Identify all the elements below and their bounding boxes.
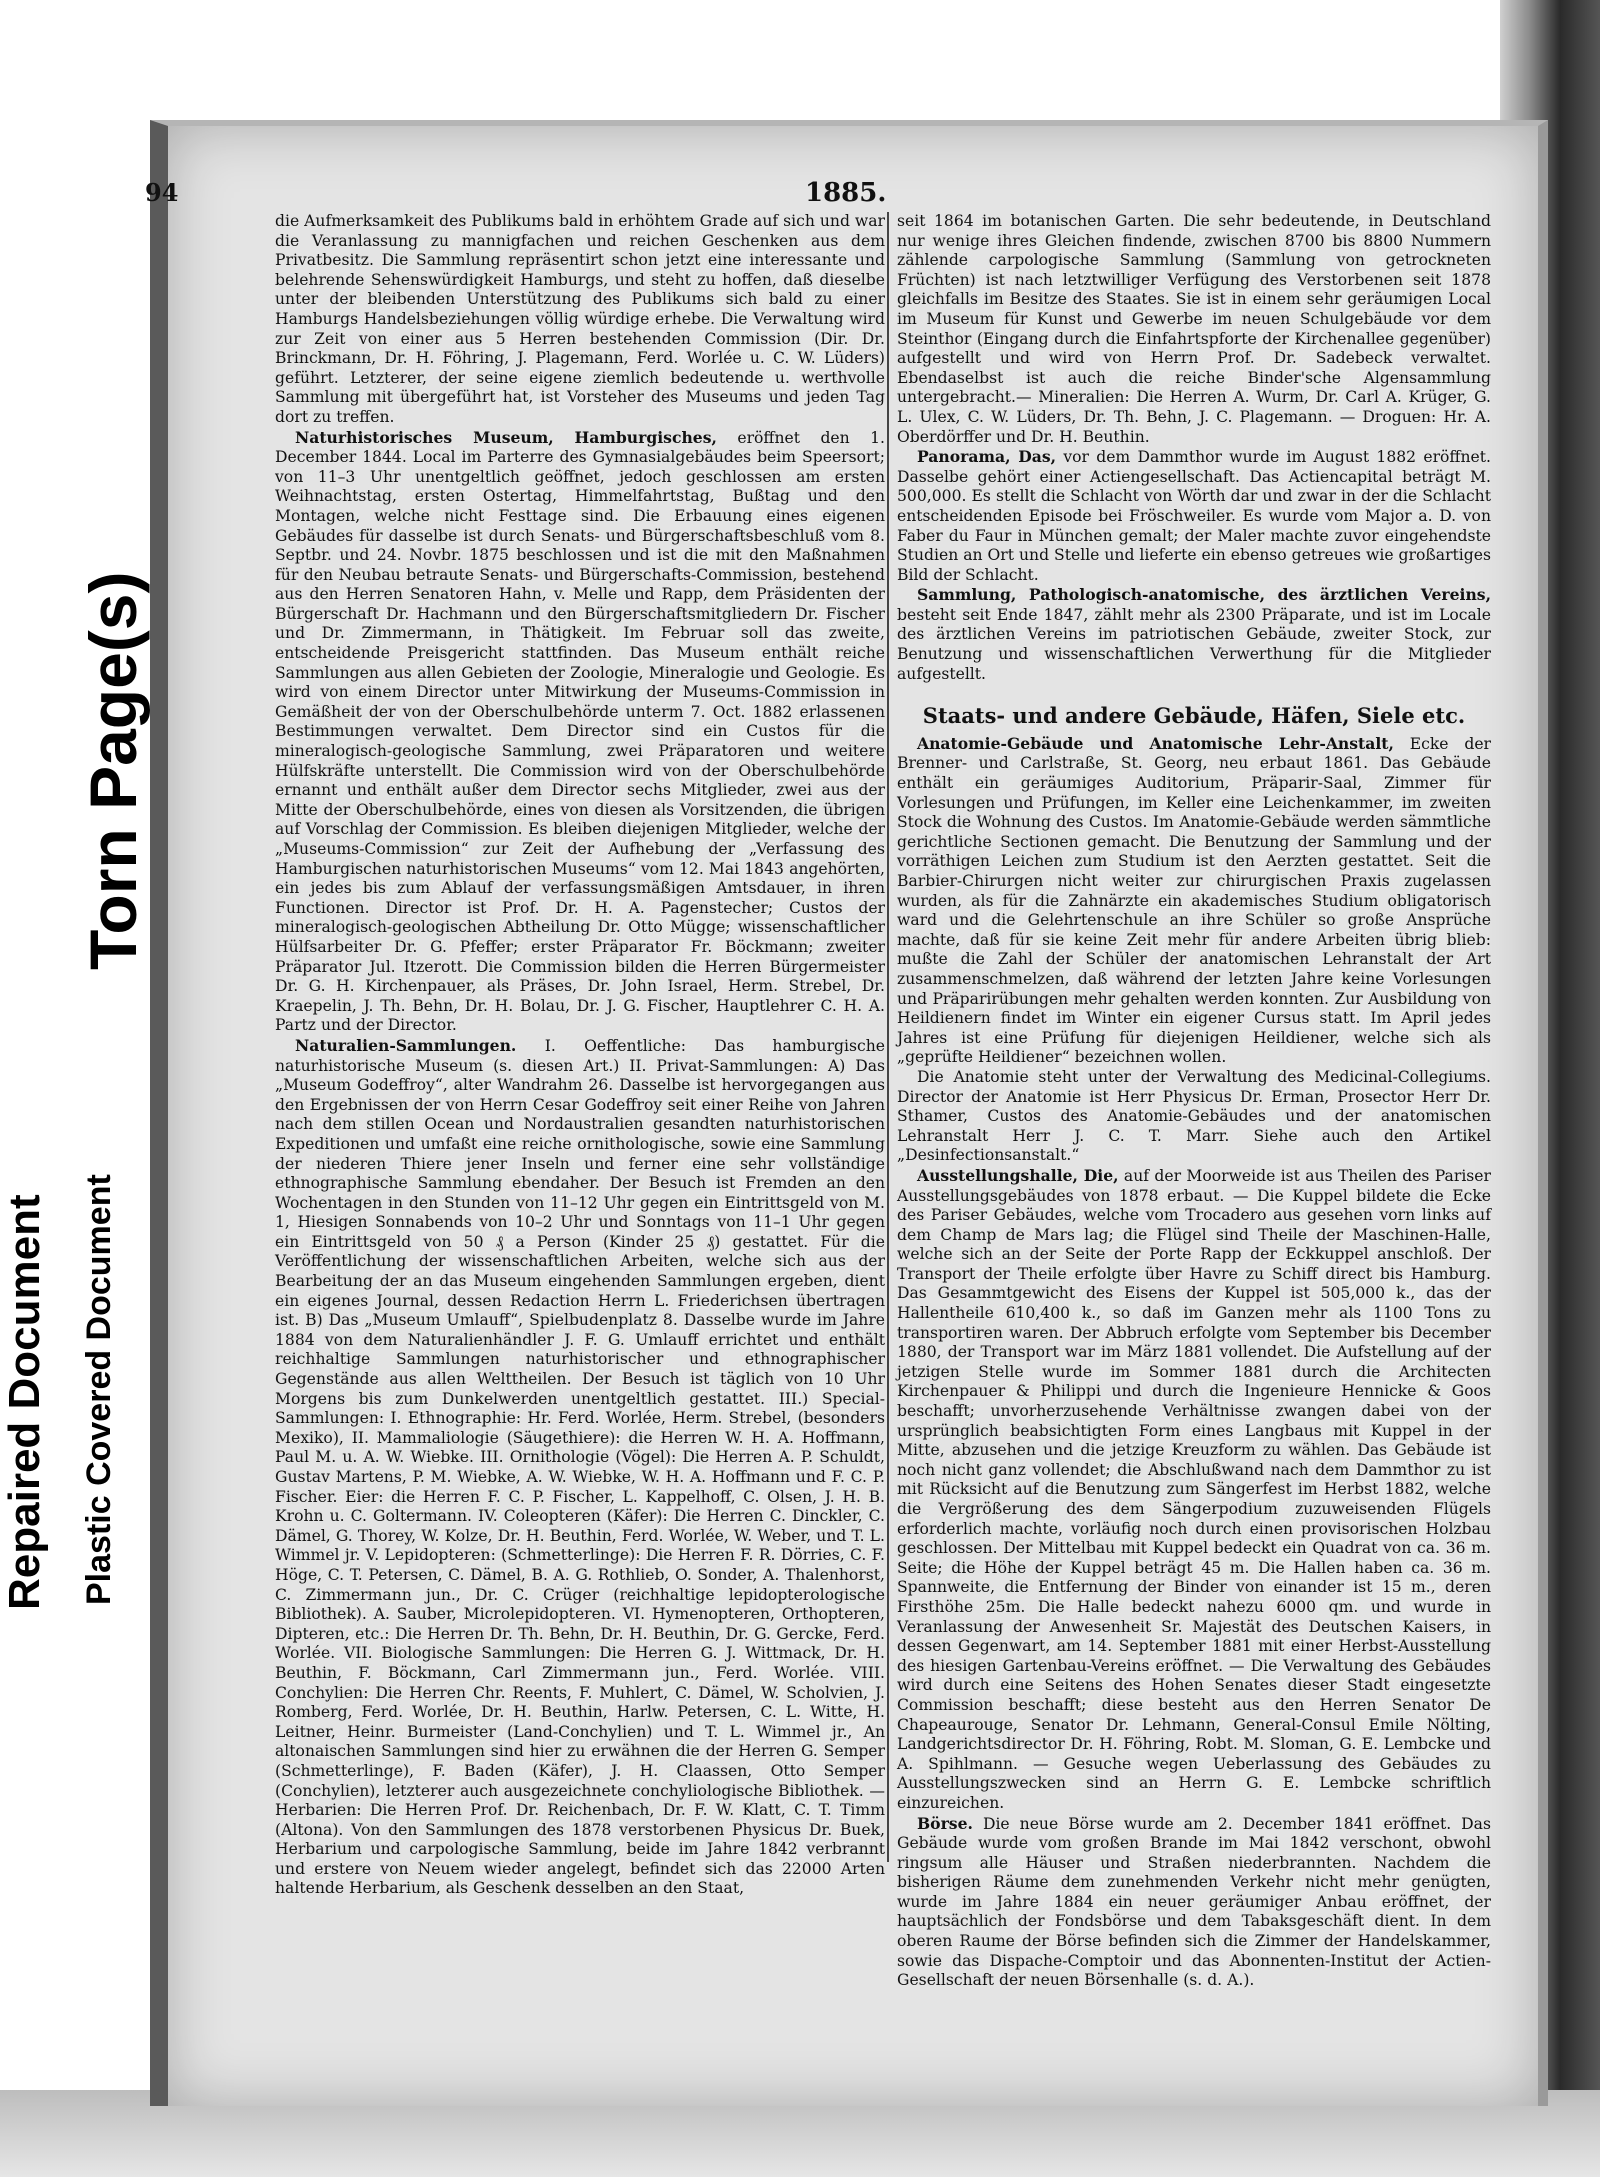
entry-title: Naturhistorisches Museum, Hamburgisches, bbox=[295, 427, 717, 447]
anatomie-entry bbox=[897, 734, 1491, 1068]
paragraph: Die Anatomie steht unter der Verwaltung des Medicinal-Collegiums. Director der Anatomie ist Herr Physicus Dr. Erman, Prosector Herr Dr. Sthamer, Custos des Anatomie-Gebäudes und der anatomischen Lehranstalt Herr J. C. T. Marr. Siehe auch den Artikel „Desinfectionsanstalt.“ bbox=[897, 1067, 1491, 1165]
entry-text: Die neue Börse wurde am 2. December 1841 eröffnet. Das Gebäude wurde vom großen Brande im Mai 1842 verschont, obwohl ringsum alle Häuser und Straßen niederbrannten. Nachdem die bisherigen Räume dem zunehmenden Verkehr nicht mehr genügten, wurde im Jahre 1884 ein neuer geräumiger Anbau eröffnet, der hauptsächlich der Fondsbörse und dem Tabaksgeschäft dient. In dem oberen Raume der Börse befinden sich die Zimmer der Handelskammer, sowie das Dispache-Comptoir und das Abonnenten-Institut der Actien-Gesellschaft der neuen Börsenhalle (s. d. A.). bbox=[897, 1814, 1491, 1990]
entry-title: Naturalien-Sammlungen. bbox=[295, 1035, 517, 1055]
entry-text: eröffnet den 1. December 1844. Local im Parterre des Gymnasialgebäudes beim Speersort; von 11–3 Uhr unentgeltlich geöffnet, jedoch geschlossen am ersten Weihnachtstag, ersten Ostertag, Himmelfahrtstag, Bußtag und den Montagen, welche nicht Festtage sind. Die Erbauung eines eigenen Gebäudes für dasselbe ist durch Senats- und Bürgerschaftsbeschluß vom 8. Septbr. und 24. Novbr. 1875 beschlossen und ist die mit den Maßnahmen für den Neubau betraute Senats- und Bürgerschafts-Commission, bestehend aus den Herren Senatoren Hahn, v. Melle und Rapp, dem Präsidenten der Bürgerschaft Dr. Hachmann und den Bürgerschaftsmitgliedern Dr. Fischer und Dr. Zimmermann, in Thätigkeit. Im Februar soll das zweite, entscheidende Preisgericht stattfinden. Das Museum enthält reiche Sammlungen aus allen Gebieten der Zoologie, Mineralogie und Geologie. Es wird von einem Director unter Mitwirkung der Museums-Commission in Gemäßheit der von der Oberschulbehörde unterm 7. Oct. 1882 erlassenen Bestimmungen verwaltet. Dem Director sind ein Custos für die mineralogisch-geologische Sammlung, zwei Präparatoren und weitere Hülfskräfte unterstellt. Die Commission wird von der Oberschulbehörde ernannt und enthält außer dem Director sechs Mitglieder, zwei aus der Mitte der Oberschulbehörde, eines von diesen als Vorsitzenden, die übrigen auf Vorschlag der Commission. Es bleiben diejenigen Mitglieder, welche der „Museums-Commission“ zur Zeit der Aufhebung der „Verfassung des Hamburgischen naturhistorischen Museums“ vom 12. Mai 1843 angehörten, ein jedes bis zum Ablauf der verfassungsmäßigen Amtsdauer, in ihren Functionen. Director ist Prof. Dr. H. A. Pagenstecher; Custos der mineralogisch-geologischen Abtheilung Dr. Otto Mügge; wissenschaftlicher Hülfsarbeiter Dr. G. Pfeffer; erster Präparator Fr. Böckmann; zweiter Präparator Jul. Itzerott. Die Commission bilden die Herren Bürgermeister Dr. G. H. Kirchenpauer, als Präses, Dr. John Israel, Herm. Strebel, Dr. Kraepelin, J. Th. Behn, Dr. H. Bolau, Dr. J. G. Fischer, Hauptlehrer C. H. A. Partz und der Director. bbox=[275, 428, 885, 1035]
repaired-document-label: Repaired Document bbox=[0, 1194, 49, 1610]
ausstellung-entry bbox=[897, 1166, 1491, 1814]
panorama-entry bbox=[897, 447, 1491, 585]
entry-title: Sammlung, Pathologisch-anatomische, des ärztlichen Vereins, bbox=[917, 585, 1491, 605]
entry-title: Börse. bbox=[917, 1813, 973, 1833]
sammlung-entry bbox=[897, 585, 1491, 684]
left-column bbox=[275, 212, 885, 1899]
section-heading: Staats- und andere Gebäude, Häfen, Siele etc. bbox=[922, 703, 1466, 729]
entry-text: vor dem Dammthor wurde im August 1882 eröffnet. Dasselbe gehört einer Actiengesellschaft. Das Actiencapital beträgt M. 500,000. Es stellt die Schlacht von Wörth dar und zwar in der die Schlacht entscheidenden Episode bei Fröschweiler. Es wurde vom Major a. D. von Faber du Faur in München gemalt; der Maler machte zuvor eingehendste Studien an Ort und Stelle und lieferte ein ebenso getreues wie großartiges Bild der Schlacht. bbox=[897, 448, 1491, 584]
museum-entry bbox=[275, 428, 885, 1036]
entry-text: auf der Moorweide ist aus Theilen des Pariser Ausstellungsgebäudes von 1878 erbaut. — Die Kuppel bildete die Ecke des Pariser Gebäudes, welche vom Trocadero aus gesehen vorn links auf dem Champ de Mars lag; die Flügel sind Theile der Maschinen-Halle, welche sich an der Seite der Porte Rapp der Eckkuppel anschloß. Der Transport der Theile erfolgte über Havre zu Schiff direct bis Hamburg. Das Gesammtgewicht des Eisens der Kuppel ist 505,000 k., das der Hallentheile 610,400 k., so daß im Ganzen mehr als 1100 Tons zu transportiren waren. Der Abbruch erfolgte vom September bis December 1880, der Transport war im März 1881 vollendet. Die Aufstellung auf der jetzigen Stelle wurde im Sommer 1881 durch die Architecten Kirchenpauer & Philippi und durch die Ingenieure Hennicke & Goos beschafft; unvorherzusehende Verhältnisse zwangen dabei von der ursprünglich beabsichtigten Form eines Langbaus mit Kuppel in der Mitte, abzusehen und die jetzige Kreuzform zu wählen. Das Gebäude ist noch nicht ganz vollendet; die Abschlußwand nach dem Dammthor zu ist mit Rücksicht auf die Benutzung zum Sängerfest im Herbst 1882, welche die Vergrößerung des dem Sängerpodium zuzuweisenden Flügels erforderlich machte, vorläufig noch durch einen provisorischen Holzbau geschlossen. Der Mittelbau mit Kuppel bedeckt ein Quadrat von ca. 36 m. Seite; die Höhe der Kuppel beträgt 45 m. Die Hallen haben ca. 36 m. Spannweite, die Entfernung der Binder von einander ist 15 m., deren Firsthöhe 25m. Die Halle bedeckt nahezu 6000 qm. und wurde in Veranlassung der Anwesenheit Sr. Majestät des Deutschen Kaisers, in dessen Gegenwart, am 14. September 1881 mit einer Herbst-Ausstellung des hiesigen Gartenbau-Vereins eröffnet. — Die Verwaltung des Gebäudes wird durch eine Seitens des Hohen Senates dieser Stadt eingesetzte Commission beschafft; diese besteht aus den Herren Senator De Chapeaurouge, Senator Dr. Lehmann, General-Consul Emile Nölting, Landgerichtsdirector Dr. H. Föhring, Robt. M. Sloman, G. E. Lembcke und A. Spihlmann. — Gesuche wegen Ueberlassung des Gebäudes zu Ausstellungszwecken sind an Herrn G. E. Lembcke schriftlich einzureichen. bbox=[897, 1166, 1491, 1812]
boerse-entry bbox=[897, 1814, 1491, 1991]
plastic-covered-label: Plastic Covered Document bbox=[80, 1174, 118, 1605]
right-column bbox=[897, 212, 1491, 1991]
page-year: 1885. bbox=[805, 178, 887, 208]
column-divider bbox=[887, 212, 889, 1862]
paragraph: die Aufmerksamkeit des Publikums bald in erhöhtem Grade auf sich und war die Veranlassung zu mannigfachen und reichen Geschenken aus dem Privatbesitz. Die Sammlung repräsentirt schon jetzt eine interessante und belehrende Sehenswürdigkeit Hamburgs, und steht zu hoffen, daß dieselbe unter der bleibenden Unterstützung des Publikums sich bald zu einer Hamburgs Handelsbeziehungen völlig würdige erhebe. Die Verwaltung wird zur Zeit von einer aus 5 Herren bestehenden Commission (Dir. Dr. Brinckmann, Dr. H. Föhring, J. Plagemann, Ferd. Worlée u. C. W. Lüders) geführt. Letzterer, der seine eigene ziemlich bedeutende u. werthvolle Sammlung mit übergeführt hat, ist Vorsteher des Museums und jeden Tag dort zu treffen. bbox=[275, 212, 885, 426]
entry-text: Ecke der Brenner- und Carlstraße, St. Georg, neu erbaut 1861. Das Gebäude enthält ein geräumiges Auditorium, Präparir-Saal, Zimmer für Vorlesungen und Prüfungen, im Keller eine Leichenkammer, im zweiten Stock die Wohnung des Custos. Im Anatomie-Gebäude werden sämmtliche gerichtliche Sectionen gemacht. Die Benutzung der Sammlung und der vorräthigen Leichen zum Studium ist den Aerzten gestattet. Seit die Barbier-Chirurgen nicht weiter zur chirurgischen Praxis zugelassen wurden, als für die Zahnärzte ein akademisches Studium obligatorisch ward und die Gelehrtenschule an ihre Schüler so große Ansprüche machte, daß für sie keine Zeit mehr für andere Arbeiten übrig blieb: mußte die Zahl der Schüler der anatomischen Lehranstalt der Art zusammenschmelzen, daß während der letzten Jahre keine Vorlesungen und Präparirübungen mehr gehalten werden konnten. Zur Ausbildung von Heildienern findet im Winter ein eigener Cursus statt. Im April jedes Jahres ist eine Prüfung für diejenigen Heildiener, welche sich als „geprüfte Heildiener“ bezeichnen wollen. bbox=[897, 734, 1492, 1067]
page-number: 94 bbox=[145, 178, 179, 207]
entry-text: besteht seit Ende 1847, zählt mehr als 2300 Präparate, und ist im Locale des ärztlichen Vereins im patriotischen Gebäude, zweiter Stock, zur Benutzung und wissenschaftlichen Verwerthung für die Mitglieder aufgestellt. bbox=[897, 605, 1491, 683]
entry-title: Anatomie-Gebäude und Anatomische Lehr-Anstalt, bbox=[917, 733, 1394, 753]
page-header bbox=[145, 178, 1485, 212]
paragraph: seit 1864 im botanischen Garten. Die sehr bedeutende, in Deutschland nur wenige ihres Gleichen findende, zwischen 8700 bis 8800 Nummern zählende carpologische Sammlung (Sammlung von getrockneten Früchten) ist nach letztwilliger Verfügung des Verstorbenen seit 1878 gleichfalls im Besitze des Staates. Sie ist in einem sehr geräumigen Local im Museum für Kunst und Gewerbe im neuen Schulgebäude vor dem Steinthor (Eingang durch die Einfahrtspforte der Kirchenallee gegenüber) aufgestellt und wird von Herrn Prof. Dr. Sadebeck verwaltet. Ebendaselbst ist auch die reiche Binder'sche Algensammlung untergebracht.— Mineralien: Die Herren A. Wurm, Dr. Carl A. Krüger, G. L. Ulex, C. W. Lüders, Dr. Th. Behn, J. C. Plagemann. — Droguen: Hr. A. Oberdörffer und Dr. H. Beuthin. bbox=[897, 212, 1491, 446]
entry-title: Panorama, Das, bbox=[917, 447, 1057, 467]
entry-text: I. Oeffentliche: Das hamburgische naturhistorische Museum (s. diesen Art.) II. Privat-Sammlungen: A) Das „Museum Godeffroy“, alter Wandrahm 26. Dasselbe ist hervorgegangen aus den Ergebnissen der von Herrn Cesar Godeffroy seit einer Reihe von Jahren nach dem stillen Ocean und Nordaustralien gesandten naturhistorischen Expeditionen und umfaßt eine reiche ornithologische, sowie eine Sammlung der niederen Thiere jener Inseln und ferner eine sehr vollständige ethnographische Sammlung ebendaher. Der Besuch ist Fremden an den Wochentagen in den Stunden von 11–12 Uhr gegen ein Eintrittsgeld von M. 1, Hiesigen Sonnabends von 10–2 Uhr und Sonntags von 11–1 Uhr gegen ein Eintrittsgeld von 50 ₰ a Person (Kinder 25 ₰) gestattet. Für die Veröffentlichung der wissenschaftlichen Arbeiten, welche sich aus der Bearbeitung der an das Museum eingehenden Sammlungen ergeben, dient ein eigenes Journal, dessen Redaction Herrn L. Friederichsen übertragen ist. B) Das „Museum Umlauff“, Spielbudenplatz 8. Dasselbe wurde im Jahre 1884 von dem Naturalienhändler J. F. G. Umlauff errichtet und enthält reichhaltige Sammlungen naturhistorischer und ethnographischer Gegenstände aus allen Welttheilen. Der Besuch ist täglich von 10 Uhr Morgens bis zum Dunkelwerden unentgeltlich gestattet. III.) Special-Sammlungen: I. Ethnographie: Hr. Ferd. Worlée, Herm. Strebel, (besonders Mexiko), II. Mammaliologie (Säugethiere): die Herren W. H. A. Hoffmann, Paul M. u. A. W. Wiebke. III. Ornithologie (Vögel): Die Herren A. P. Schuldt, Gustav Martens, P. M. Wiebke, A. W. Wiebke, W. H. A. Hoffmann und F. C. P. Fischer. Eier: die Herren F. C. P. Fischer, L. Kappelhoff, C. Olsen, J. H. B. Krohn u. C. Goltermann. IV. Coleopteren (Käfer): Die Herren C. Dinckler, C. Dämel, G. Thorey, W. Kolze, Dr. H. Beuthin, Ferd. Worlée, W. Weber, und T. L. Wimmel jr. V. Lepidopteren: (Schmetterlinge): Die Herren F. R. Dörries, C. F. Höge, C. T. Petersen, C. Dämel, B. A. G. Rothlieb, O. Sonder, A. Thalenhorst, C. Zimmermann jun., Dr. C. Crüger (reichhaltige lepidopterologische Bibliothek). A. Sauber, Microlepidopteren. VI. Hymenopteren, Orthopteren, Dipteren, etc.: Die Herren Dr. Th. Behn, Dr. H. Beuthin, Dr. G. Gercke, Ferd. Worlée. VII. Biologische Sammlungen: Die Herren G. J. Wittmack, Dr. H. Beuthin, F. Böckmann, Carl Zimmermann jun., Ferd. Worlée. VIII. Conchylien: Die Herren Chr. Reents, F. Muhlert, C. Dämel, W. Scholvien, J. Romberg, Ferd. Worlée, Dr. H. Beuthin, Harlw. Petersen, C. L. Witte, H. Leitner, Heinr. Burmeister (Land-Conchylien) und T. L. Wimmel jr., An altonaischen Sammlungen sind hier zu erwähnen die der Herren G. Semper (Schmetterlinge), F. Baden (Käfer), J. H. Claassen, Otto Semper (Conchylien), letzterer auch ausgezeichnete conchyliologische Bibliothek. — Herbarien: Die Herren Prof. Dr. Reichenbach, Dr. F. W. Klatt, C. T. Timm (Altona). Von den Sammlungen des 1878 verstorbenen Physicus Dr. Buek, Herbarium und carpologische Sammlung, beide im Jahre 1842 verbrannt und erstere von Neuem wieder angelegt, befindet sich das 22000 Arten haltende Herbarium, als Geschenk desselben an den Staat, bbox=[275, 1036, 885, 1898]
naturalien-entry bbox=[275, 1036, 885, 1899]
entry-title: Ausstellungshalle, Die, bbox=[917, 1165, 1119, 1185]
torn-pages-label: Torn Page(s) bbox=[76, 571, 150, 970]
